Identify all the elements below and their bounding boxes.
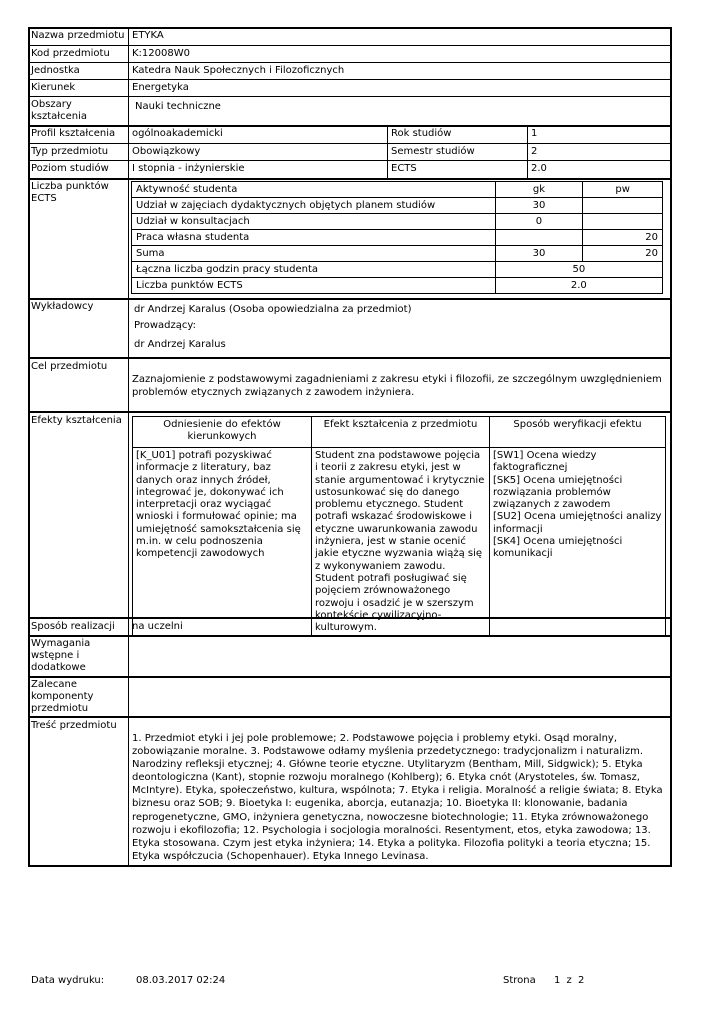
ects-row-name: Suma: [132, 246, 496, 262]
semestr-label: Semestr studiów: [391, 146, 475, 157]
efekty-header-row: [133, 417, 666, 448]
ects-row-name: Udział w konsultacjach: [132, 214, 496, 230]
jednostka-value: Katedra Nauk Społecznych i Filozoficznych: [132, 65, 345, 76]
poziom-value: I stopnia - inżynierskie: [132, 163, 245, 174]
efekty-col2-header: Efekt kształcenia z przedmiotu: [312, 417, 490, 448]
row-separator: [28, 357, 672, 359]
cel-label: Cel przedmiotu: [31, 361, 108, 372]
print-date-label: Data wydruku:: [31, 975, 105, 986]
ects-row: [132, 214, 663, 230]
ects-value: 2.0: [531, 163, 547, 174]
row-separator: [28, 676, 672, 678]
kierunek-label: Kierunek: [31, 82, 76, 93]
nazwa-label: Nazwa przedmiotu: [31, 30, 125, 41]
efekty-col3-header: Sposób weryfikacji efektu: [490, 417, 666, 448]
verification-item: [SK5] Ocena umiejętności rozwiązania problemów związanych z zawodem: [493, 474, 623, 511]
ects-row-gk: 30: [495, 246, 583, 262]
row-separator: [28, 79, 672, 80]
profil-value: ogólnoakademicki: [132, 128, 223, 139]
cel-text: Zaznajomienie z podstawowymi zagadnieniami z zakresu etyki i filozofii, ze szczególnym uwzględnieniem problemów etycznych związanych z zawodem inżyniera.: [132, 374, 662, 398]
ects-row-name: Praca własna studenta: [132, 230, 496, 246]
efekty-row: [133, 448, 666, 637]
kod-value: K:12008W0: [132, 48, 190, 59]
row-separator: [28, 411, 672, 413]
efekty-table: [132, 416, 666, 637]
verification-item: [SK4] Ocena umiejętności komunikacji: [493, 536, 623, 560]
page-number: 1 z 2: [554, 975, 585, 986]
row-separator: [28, 716, 672, 718]
obszary-label: Obszary kształcenia: [31, 99, 88, 122]
row-separator: [28, 125, 672, 127]
ects-row: [132, 246, 663, 262]
jednostka-label: Jednostka: [31, 65, 80, 76]
ects-row: [132, 230, 663, 246]
column-divider: [527, 125, 528, 178]
ects-total-hours-row: [132, 262, 663, 278]
efekty-outcome-cell: Student zna podstawowe pojęcia i teorii z zakresu etyki, jest w stanie argumentować i krytycznie ustosunkować się do danego problemu etycznego. Student potrafi wskazać środowiskowe i etyczne uwarunkowania zawodu inżyniera, jest w stanie ocenić jakie etyczne wyzwania wiążą się z wykonywaniem zawodu. Student potrafi posługiwać się pojęciem zrównoważonego rozwoju i osadzić je w szerszym kontekście cywilizacyjno-kulturowym.: [312, 448, 490, 637]
semestr-value: 2: [531, 146, 538, 157]
obszary-value: Nauki techniczne: [135, 101, 221, 112]
page-label: Strona: [503, 975, 536, 986]
kod-label: Kod przedmiotu: [31, 48, 110, 59]
row-separator: [28, 298, 672, 300]
rok-value: 1: [531, 128, 538, 139]
column-divider: [387, 125, 388, 178]
ects-row: [132, 198, 663, 214]
row-separator: [28, 96, 672, 97]
tresc-label: Treść przedmiotu: [31, 720, 117, 731]
nazwa-value: ETYKA: [132, 30, 164, 41]
sposob-label: Sposób realizacji: [31, 621, 115, 632]
efekty-reference-cell: [K_U01] potrafi pozyskiwać informacje z literatury, baz danych oraz innych źródeł, integrować je, dokonywać ich interpretacji oraz wyciągać wnioski i formułować opinie; ma umiejętność samokształcenia się m.in. w celu podnoszenia kompetencji zawodowych: [133, 448, 312, 637]
ects-row-pw: [583, 214, 663, 230]
ects-row-gk: 0: [495, 214, 583, 230]
efekty-verification-cell: [490, 448, 666, 637]
efekty-label: Efekty kształcenia: [31, 415, 122, 426]
ects-total-points-label: Liczba punktów ECTS: [132, 278, 496, 294]
prowadzacy-label: Prowadzący:: [134, 320, 196, 331]
wykladowcy-label: Wykładowcy: [31, 301, 94, 312]
ects-header-row: [132, 182, 663, 198]
ects-row-gk: [495, 230, 583, 246]
kierunek-value: Energetyka: [132, 82, 189, 93]
verification-item: [SU2] Ocena umiejętności analizy informacji: [493, 511, 662, 535]
print-date-value: 08.03.2017 02:24: [136, 975, 226, 986]
ects-pw-header: pw: [583, 182, 663, 198]
ects-total-hours-value: 50: [495, 262, 662, 278]
tresc-text: 1. Przedmiot etyki i jej pole problemowe; 2. Podstawowe pojęcia i problemy etyki. Osąd moralny, zobowiązanie moralne. 3. Podstawowe odłamy myślenia przedetycznego: tradycjonalizm i naturalizm. Narodziny refleksji etycznej; 4. Główne teorie etyczne. Utylitaryzm (Bentham, Mill, Sidgwick); 5. Etyka deontologiczna (Kant), stopnie rozwoju moralnego (Kohlberg); 6. Etyka cnót (Arystoteles, św. Tomasz, McIntyre). Etyka, społeczeństwo, kultura, wspólnota; 7. Etyka i religia. Moralność a religie świata; 8. Etyka biznesu oraz SOB; 9. Bioetyka I: eugenika, aborcja, eutanazja; 10. Bioetyka II: klonowanie, badania reprogenetyczne, GMO, inżyniera genetyczna, nowoczesne biotechnologie; 11. Etyka zrównoważonego rozwoju i ekofilozofia; 12. Psychologia i socjologia moralności. Resentyment, etos, etyka zawodowa; 13. Etyka stosowana. Czym jest etyka inżyniera; 14. Etyka a polityka. Filozofia polityki a teoria etyczna; 15. Etyka współczucia (Schopenhauer). Etyka Innego Levinasa.: [132, 733, 663, 862]
ects-section-label: Liczba punktów ECTS: [31, 181, 109, 204]
verification-item: [SW1] Ocena wiedzy faktograficznej: [493, 450, 597, 474]
typ-value: Obowiązkowy: [132, 146, 201, 157]
label-column-divider: [128, 27, 129, 867]
row-separator: [28, 178, 672, 180]
zalecane-label: Zalecane komponenty przedmiotu: [31, 679, 94, 714]
ects-row-pw: 20: [583, 230, 663, 246]
row-separator: [28, 160, 672, 161]
row-separator: [28, 143, 672, 144]
ects-row-pw: 20: [583, 246, 663, 262]
wykladowcy-main: dr Andrzej Karalus (Osoba opowiedzialna za przedmiot): [134, 304, 412, 315]
prowadzacy-value: dr Andrzej Karalus: [134, 339, 226, 350]
ects-row-gk: 30: [495, 198, 583, 214]
ects-label: ECTS: [391, 163, 417, 174]
poziom-label: Poziom studiów: [31, 163, 109, 174]
profil-label: Profil kształcenia: [31, 128, 116, 139]
ects-row-name: Udział w zajęciach dydaktycznych objętych planem studiów: [132, 198, 496, 214]
ects-total-hours-label: Łączna liczba godzin pracy studenta: [132, 262, 496, 278]
typ-label: Typ przedmiotu: [31, 146, 109, 157]
wymagania-label: Wymagania wstępne i dodatkowe: [31, 638, 91, 673]
ects-row-pw: [583, 198, 663, 214]
ects-total-points-row: [132, 278, 663, 294]
ects-table: [131, 181, 663, 294]
rok-label: Rok studiów: [391, 128, 452, 139]
row-separator: [28, 45, 672, 46]
ects-activity-header: Aktywność studenta: [132, 182, 496, 198]
efekty-col1-header: Odniesienie do efektów kierunkowych: [133, 417, 312, 448]
ects-total-points-value: 2.0: [495, 278, 662, 294]
row-separator: [28, 62, 672, 63]
sposob-value: na uczelni: [132, 621, 183, 632]
ects-gk-header: gk: [495, 182, 583, 198]
